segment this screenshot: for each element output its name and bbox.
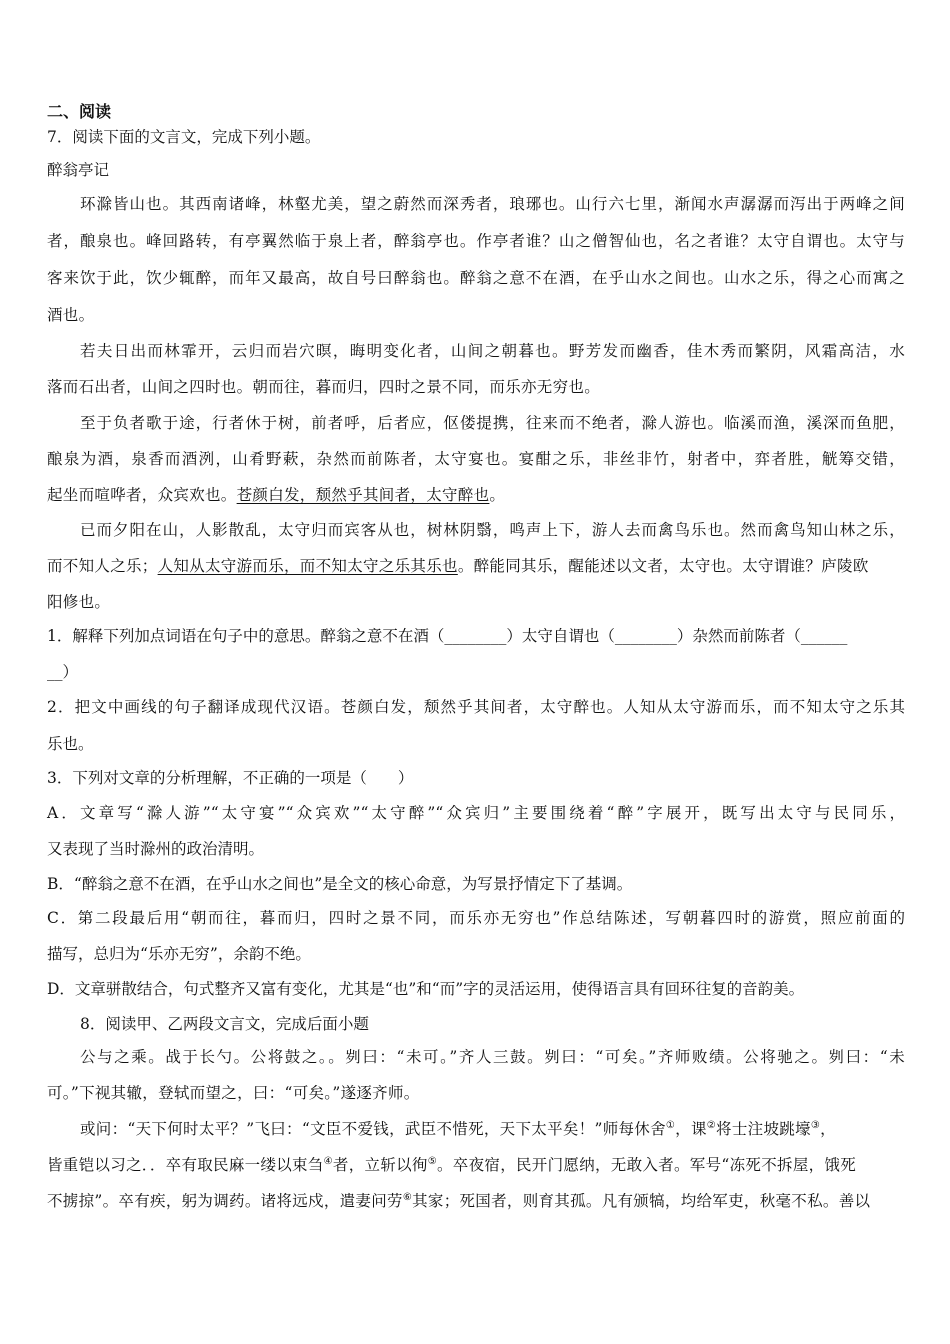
- underlined-sentence-1: 苍颜白发，颓然乎其间者，太守醉也: [236, 486, 490, 504]
- option-c: C．第二段最后用“朝而往，暮而归，四时之景不同，而乐亦无穷也”作总结陈述，写朝暮四时的游赏，照应前面的: [47, 909, 905, 927]
- footnote-marker: ①: [665, 1119, 676, 1131]
- sub-question-1: 1．解释下列加点词语在句子中的意思。醉翁之意不在酒（________）太守自谓也（________）杂然而前陈者（______: [47, 627, 848, 645]
- passage-yi-line: [47, 1155, 950, 1175]
- footnote-marker: ⑤: [427, 1155, 437, 1167]
- passage-line: 已而夕阳在山，人影散乱，太守归而宾客从也，树林阴翳，鸣声上下，游人去而禽鸟乐也。然而禽鸟知山林之乐，: [80, 521, 905, 539]
- passage-text: 皆重铠以习之．．卒有取民麻一缕以束刍: [47, 1156, 324, 1174]
- passage-title: 醉翁亭记: [47, 161, 110, 179]
- sub-question-1-cont: __）: [47, 663, 79, 681]
- underlined-sentence-2: 人知从太守游而乐，而不知太守之乐其乐也: [157, 557, 458, 575]
- passage-line: 至于负者歌于途，行者休于树，前者呼，后者应，伛偻提携，往来而不绝者，滁人游也。临溪而渔，溪深而鱼肥，: [80, 414, 905, 432]
- q8-intro: 8．阅读甲、乙两段文言文，完成后面小题: [80, 1015, 369, 1033]
- passage-line: 落而石出者，山间之四时也。朝而往，暮而归，四时之景不同，而乐亦无穷也。: [47, 378, 601, 396]
- passage-text: ，: [820, 1120, 836, 1138]
- passage-text: 起坐而喧哗者，众宾欢也。: [47, 486, 237, 504]
- passage-line: [47, 556, 950, 576]
- q7-intro: 7．阅读下面的文言文，完成下列小题。: [47, 128, 321, 146]
- footnote-marker: ③: [810, 1119, 821, 1131]
- passage-yi-line: [80, 1119, 950, 1139]
- passage-text: 而不知人之乐；: [47, 557, 158, 575]
- option-b: B．“醉翁之意不在酒，在乎山水之间也”是全文的核心命意，为写景抒情定下了基调。: [47, 875, 633, 893]
- passage-line: 若夫日出而林霏开，云归而岩穴暝，晦明变化者，山间之朝暮也。野芳发而幽香，佳木秀而繁阴，风霜高洁，水: [80, 342, 905, 360]
- passage-line: [47, 485, 950, 505]
- passage-text: 。: [489, 486, 506, 504]
- passage-yi-line: [47, 1191, 950, 1211]
- option-a: A．文章写“滁人游”“太守宴”“众宾欢”“太守醉”“众宾归”主要围绕着“醉”字展开，既写出太守与民同乐，: [47, 804, 905, 822]
- option-c-cont: 描写，总归为“乐亦无穷”，余韵不绝。: [47, 945, 311, 963]
- option-d: D．文章骈散结合，句式整齐又富有变化，尤其是“也”和“而”字的灵活运用，使得语言具有回环往复的音韵美。: [47, 980, 805, 998]
- footnote-marker: ④: [323, 1155, 333, 1167]
- option-a-cont: 又表现了当时滁州的政治清明。: [47, 840, 265, 858]
- passage-text: 不掳掠”。卒有疾，躬为调药。诸将远戍，遣妻问劳: [47, 1192, 403, 1210]
- sub-question-3: 3．下列对文章的分析理解，不正确的一项是（ ）: [47, 769, 414, 787]
- section-heading: 二、阅读: [47, 102, 112, 121]
- passage-line: 环滁皆山也。其西南诸峰，林壑尤美，望之蔚然而深秀者，琅琊也。山行六七里，渐闻水声潺潺而泻出于两峰之间: [80, 195, 905, 213]
- passage-jia-line: 公与之乘。战于长勺。公将鼓之。。刿曰：“未可。”齐人三鼓。刿曰：“可矣。”齐师败绩。公将驰之。刿曰：“未: [80, 1048, 905, 1066]
- passage-text: 将士注坡跳壕: [716, 1120, 811, 1138]
- passage-text: 者，立斩以徇: [332, 1156, 428, 1174]
- passage-jia-line: 可。”下视其辙，登轼而望之，曰：“可矣。”遂逐齐师。: [47, 1084, 420, 1102]
- passage-line: 者，酿泉也。峰回路转，有亭翼然临于泉上者，醉翁亭也。作亭者谁？山之僧智仙也，名之者谁？太守自谓也。太守与: [47, 232, 905, 250]
- passage-line: 阳修也。: [47, 593, 111, 611]
- passage-text: 。醉能同其乐，醒能述以文者，太守也。太守谓谁？庐陵欧: [457, 557, 869, 575]
- passage-line: 客来饮于此，饮少辄醉，而年又最高，故自号曰醉翁也。醉翁之意不在酒，在乎山水之间也。山水之乐，得之心而寓之: [47, 269, 905, 287]
- passage-line: 酿泉为酒，泉香而酒洌，山肴野蔌，杂然而前陈者，太守宴也。宴酣之乐，非丝非竹，射者中，弈者胜，觥筹交错，: [47, 450, 905, 468]
- sub-question-2-cont: 乐也。: [47, 735, 94, 753]
- passage-text: 其家；死国者，则育其孤。凡有颁犒，均给军吏，秋毫不私。善以: [412, 1192, 871, 1210]
- passage-text: 。卒夜宿，民开门愿纳，无敢入者。军号“冻死不拆屋，饿死: [437, 1156, 857, 1174]
- footnote-marker: ②: [706, 1119, 717, 1131]
- passage-line: 酒也。: [47, 306, 95, 324]
- footnote-marker: ⑥: [402, 1191, 413, 1203]
- passage-text: ，课: [675, 1120, 707, 1138]
- passage-text: 或问：“天下何时太平？”飞曰：“文臣不爱钱，武臣不惜死，天下太平矣！”师每休舍: [80, 1120, 666, 1138]
- sub-question-2: 2．把文中画线的句子翻译成现代汉语。苍颜白发，颓然乎其间者，太守醉也。人知从太守游而乐，而不知太守之乐其: [47, 698, 905, 716]
